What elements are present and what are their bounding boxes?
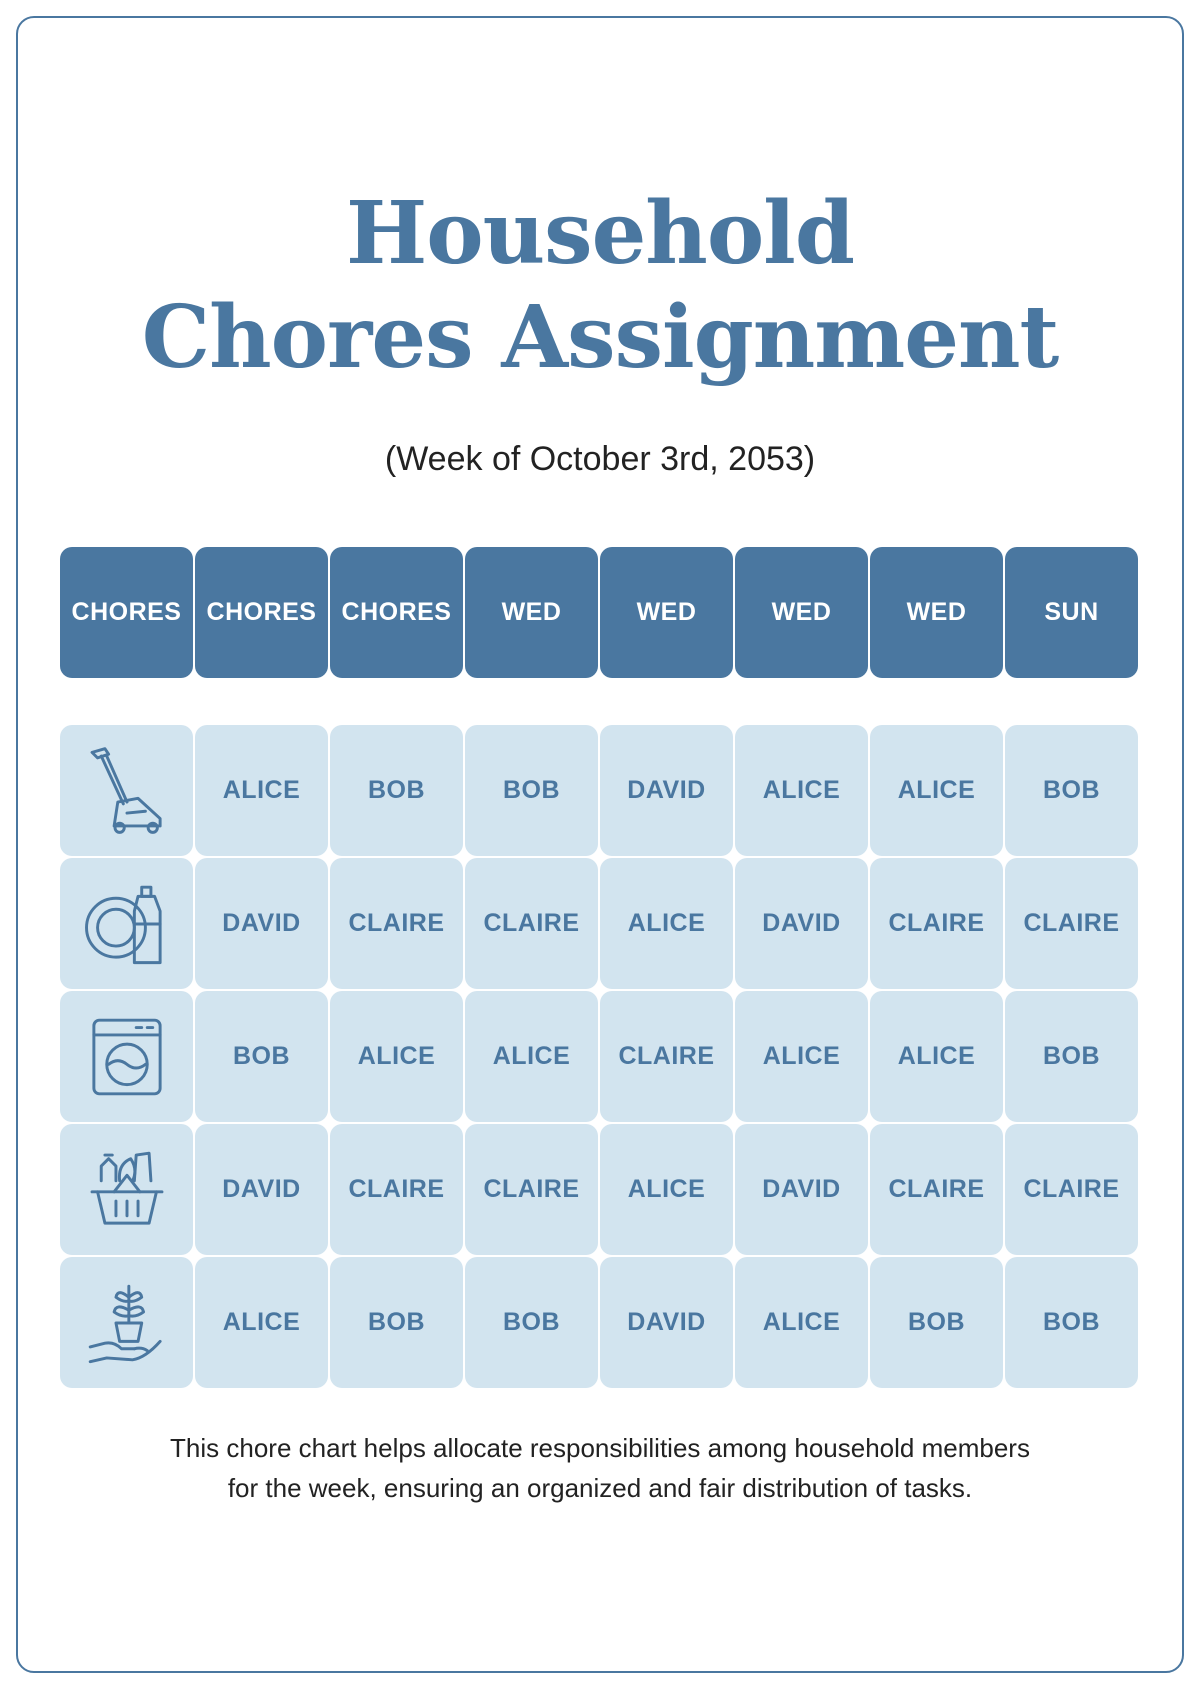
header-cell: CHORES (60, 547, 193, 678)
assignee-cell: CLAIRE (870, 1124, 1003, 1255)
header-cell: WED (870, 547, 1003, 678)
footer-description (0, 1428, 1200, 1508)
assignee-cell: DAVID (195, 858, 328, 989)
assignee-cell: ALICE (465, 991, 598, 1122)
assignee-cell: DAVID (600, 725, 733, 856)
footer-line-1: This chore chart helps allocate responsibilities among household members (170, 1433, 1030, 1463)
assignee-cell: BOB (195, 991, 328, 1122)
assignee-cell: CLAIRE (330, 858, 463, 989)
assignee-cell: ALICE (735, 725, 868, 856)
assignee-cell: ALICE (735, 1257, 868, 1388)
title-line-1: Household (346, 183, 854, 284)
assignee-cell: DAVID (600, 1257, 733, 1388)
header-cell: WED (600, 547, 733, 678)
plant-in-hand-icon (81, 1277, 173, 1369)
chores-table (60, 725, 1138, 1388)
assignee-cell: BOB (465, 1257, 598, 1388)
footer-line-2: for the week, ensuring an organized and fair distribution of tasks. (227, 1473, 973, 1503)
assignee-cell: ALICE (600, 1124, 733, 1255)
chore-icon-cell (60, 725, 193, 856)
assignee-cell: ALICE (195, 1257, 328, 1388)
assignee-cell: CLAIRE (870, 858, 1003, 989)
assignee-cell: DAVID (735, 1124, 868, 1255)
title-line-2: Chores Assignment (141, 287, 1059, 388)
assignee-cell: ALICE (735, 991, 868, 1122)
assignee-cell: ALICE (195, 725, 328, 856)
assignee-cell: BOB (1005, 1257, 1138, 1388)
assignee-cell: ALICE (870, 991, 1003, 1122)
assignee-cell: CLAIRE (1005, 1124, 1138, 1255)
assignee-cell: ALICE (600, 858, 733, 989)
assignee-cell: DAVID (195, 1124, 328, 1255)
assignee-cell: CLAIRE (465, 1124, 598, 1255)
header-cell: SUN (1005, 547, 1138, 678)
week-subtitle: (Week of October 3rd, 2053) (384, 440, 816, 478)
assignee-cell: ALICE (330, 991, 463, 1122)
assignee-cell: CLAIRE (465, 858, 598, 989)
chore-icon-cell (60, 1124, 193, 1255)
assignee-cell: BOB (1005, 725, 1138, 856)
header-cell: CHORES (195, 547, 328, 678)
washing-machine-icon (81, 1011, 173, 1103)
chore-icon-cell (60, 991, 193, 1122)
assignee-cell: DAVID (735, 858, 868, 989)
header-cell: WED (465, 547, 598, 678)
grocery-basket-icon (81, 1144, 173, 1236)
header-cell: WED (735, 547, 868, 678)
assignee-cell: BOB (330, 1257, 463, 1388)
assignee-cell: CLAIRE (1005, 858, 1138, 989)
assignee-cell: BOB (1005, 991, 1138, 1122)
chore-icon-cell (60, 1257, 193, 1388)
dishes-icon (81, 878, 173, 970)
assignee-cell: BOB (870, 1257, 1003, 1388)
page-title (0, 182, 1200, 390)
assignee-cell: CLAIRE (330, 1124, 463, 1255)
assignee-cell: BOB (330, 725, 463, 856)
assignee-cell: CLAIRE (600, 991, 733, 1122)
table-header (60, 547, 1138, 678)
chore-icon-cell (60, 858, 193, 989)
header-cell: CHORES (330, 547, 463, 678)
assignee-cell: BOB (465, 725, 598, 856)
assignee-cell: ALICE (870, 725, 1003, 856)
vacuum-cleaner-icon (81, 745, 173, 837)
